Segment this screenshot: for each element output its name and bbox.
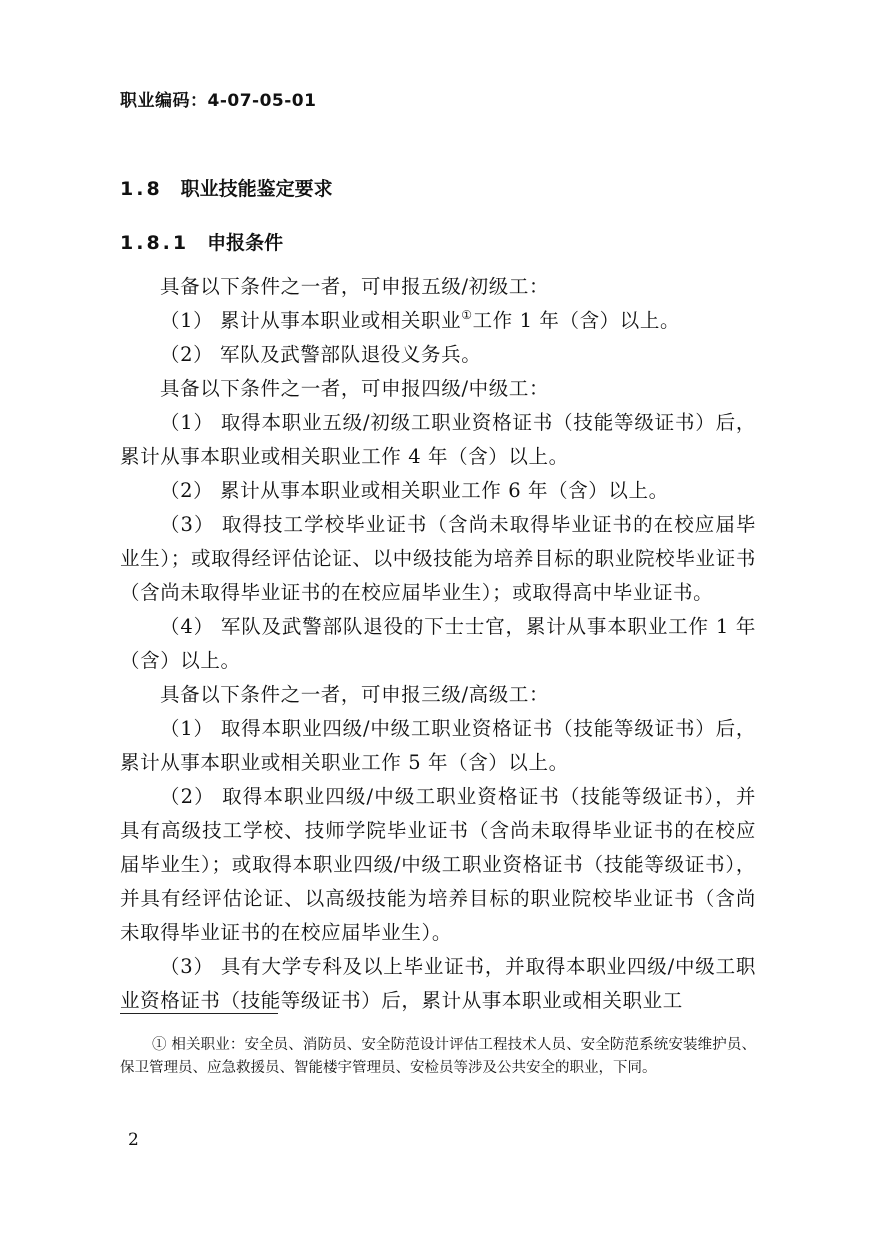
paragraph: 具备以下条件之一者，可申报四级/中级工：	[160, 377, 550, 400]
paragraph: （4） 军队及武警部队退役的下士士官，累计从事本职业工作 1 年（含）以上。	[120, 615, 756, 672]
paragraph: （2） 累计从事本职业或相关职业工作 6 年（含）以上。	[160, 479, 669, 502]
footnote	[120, 1034, 756, 1080]
paragraph: （3） 具有大学专科及以上毕业证书，并取得本职业四级/中级工职业资格证书（技能等级证书）后，累计从事本职业或相关职业工	[120, 955, 756, 1012]
subsection-number: 1.8.1	[120, 232, 190, 254]
paragraph-text-tail: 工作 1 年（含）以上。	[472, 309, 681, 332]
paragraph-with-footnote	[120, 304, 756, 338]
section-title-text: 职业技能鉴定要求	[180, 178, 333, 200]
footnote-reference: ①	[461, 308, 473, 322]
paragraph: 具备以下条件之一者，可申报五级/初级工：	[160, 275, 550, 298]
paragraph: （1） 取得本职业五级/初级工职业资格证书（技能等级证书）后，累计从事本职业或相关职业工作 4 年（含）以上。	[120, 411, 756, 468]
paragraph: （3） 取得技工学校毕业证书（含尚未取得毕业证书的在校应届毕业生）；或取得经评估论证、以中级技能为培养目标的职业院校毕业证书（含尚未取得毕业证书的在校应届毕业生）；或取得高中毕业证书。	[120, 513, 756, 604]
paragraph: 具备以下条件之一者，可申报三级/高级工：	[160, 683, 550, 706]
paragraph: （1） 取得本职业四级/中级工职业资格证书（技能等级证书）后，累计从事本职业或相关职业工作 5 年（含）以上。	[120, 717, 756, 774]
body-text	[120, 270, 756, 1018]
paragraph: （2） 取得本职业四级/中级工职业资格证书（技能等级证书），并具有高级技工学校、技师学院毕业证书（含尚未取得毕业证书的在校应届毕业生）；或取得本职业四级/中级工职业资格证书（技能等级证书），并具有经评估论证、以高级技能为培养目标的职业院校毕业证书（含尚未取得毕业证书的在校应届毕业生）。	[120, 785, 756, 944]
paragraph-text: （1） 累计从事本职业或相关职业	[160, 309, 462, 332]
paragraph: （2） 军队及武警部队退役义务兵。	[160, 343, 482, 366]
occupation-code: 职业编码：4-07-05-01	[120, 91, 317, 111]
subsection-heading	[120, 228, 283, 255]
section-heading	[120, 174, 333, 201]
footnote-divider	[120, 1013, 278, 1014]
page-number: 2	[128, 1130, 139, 1150]
subsection-title-text: 申报条件	[207, 232, 284, 254]
section-number: 1.8	[120, 178, 163, 200]
footnote-text: ① 相关职业：安全员、消防员、安全防范设计评估工程技术人员、安全防范系统安装维护员、保卫管理员、应急救援员、智能楼宇管理员、安检员等涉及公共安全的职业，下同。	[120, 1037, 756, 1076]
